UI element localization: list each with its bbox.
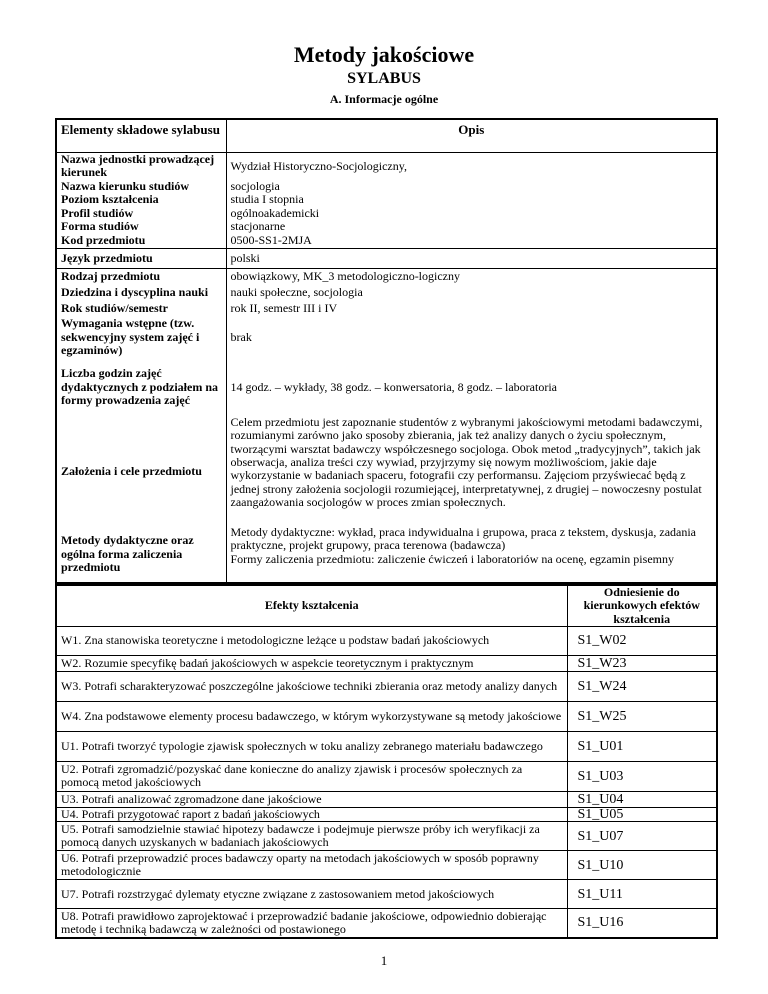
effects-row xyxy=(56,731,717,761)
effects-header-reference: Odniesienie do kierunkowych efektów kształcenia xyxy=(567,585,717,626)
info-row-value: Celem przedmiotu jest zapoznanie studentów z wybranymi jakościowymi metodami badawczymi, rozumianymi zarówno jako sposoby zbierania, jak też analizy danych o życiu społecznym, tworzącymi warsztat badawczy współczesnego socjologa. Obok metod „tradycyjnych”, takich jak obserwacja, analiza treści czy wywiad, przyjrzymy się nowym możliwościom, jakie daje wykorzystanie w badaniach spaceru, fotografii czy performansu. Zajęciom przyświecać będą z jednej strony założenia socjologii rozumiejącej, interpretatywnej, z drugiej – nowoczesny postulat zaangażowania socjologów w proces zmian społecznych. xyxy=(230,415,703,509)
info-row-label: Rodzaj przedmiotu xyxy=(56,268,226,284)
info-row-value: brak xyxy=(230,329,252,344)
effect-reference: S1_W24 xyxy=(567,671,717,701)
page-number: 1 xyxy=(380,953,388,968)
info-row xyxy=(56,180,717,193)
info-row-label: Kod przedmiotu xyxy=(56,233,226,248)
info-row-label: Wymagania wstępne (tzw. sekwencyjny system zajęć i egzaminów) xyxy=(56,316,226,358)
info-row xyxy=(56,416,717,526)
info-row-value: rok II, semestr III i IV xyxy=(230,300,338,315)
effect-text: W3. Potrafi scharakteryzować poszczególne jakościowe techniki zbierania oraz metody analizy danych xyxy=(56,671,567,701)
info-row xyxy=(56,316,717,358)
info-row xyxy=(56,207,717,220)
info-row-label: Założenia i cele przedmiotu xyxy=(56,416,226,526)
info-row-label: Profil studiów xyxy=(56,207,226,220)
info-row-label: Nazwa kierunku studiów xyxy=(56,180,226,193)
info-row xyxy=(56,300,717,316)
info-row-value: ogólnoakademicki xyxy=(230,205,320,220)
effects-row xyxy=(56,851,717,880)
info-row-value: nauki społeczne, socjologia xyxy=(230,284,363,299)
info-row-value: Wydział Historyczno-Socjologiczny, xyxy=(230,158,407,173)
info-row xyxy=(56,193,717,206)
document-title: Metody jakościowe xyxy=(293,42,475,67)
info-row-value: Metody dydaktyczne: wykład, praca indywidualna i grupowa, praca z tekstem, dyskusja, zadania praktyczne, projekt grupowy, praca terenowa (badawcza) Formy zaliczenia przedmiotu: zaliczenie ćwiczeń i laboratoriów na ocenę, egzamin pisemny xyxy=(230,525,697,566)
effects-row xyxy=(56,909,717,938)
section-heading: A. Informacje ogólne xyxy=(329,92,439,106)
info-row xyxy=(56,152,717,180)
effect-reference: S1_U03 xyxy=(567,761,717,791)
effects-header-outcomes: Efekty kształcenia xyxy=(56,585,567,626)
info-row-value: studia I stopnia xyxy=(230,192,304,207)
effect-reference: S1_U04 xyxy=(567,791,717,807)
info-row xyxy=(56,358,717,416)
effect-reference: S1_W02 xyxy=(567,626,717,655)
info-row xyxy=(56,248,717,268)
info-row xyxy=(56,284,717,300)
effects-row xyxy=(56,791,717,807)
effects-row xyxy=(56,761,717,791)
info-row-label: Język przedmiotu xyxy=(56,248,226,268)
info-row-value: 14 godz. – wykłady, 38 godz. – konwersatoria, 8 godz. – laboratoria xyxy=(230,379,557,394)
effect-text: U2. Potrafi zgromadzić/pozyskać dane konieczne do analizy zjawisk i procesów społecznych za pomocą metod jakościowych xyxy=(56,761,567,791)
effect-reference: S1_W23 xyxy=(567,655,717,671)
effects-row xyxy=(56,880,717,909)
effect-text: U7. Potrafi rozstrzygać dylematy etyczne związane z zastosowaniem metod jakościowych xyxy=(56,880,567,909)
effect-reference: S1_U10 xyxy=(567,851,717,880)
effect-text: W1. Zna stanowiska teoretyczne i metodologiczne leżące u podstaw badań jakościowych xyxy=(56,626,567,655)
general-info-table xyxy=(55,118,718,584)
info-header-elements: Elementy składowe sylabusu xyxy=(56,119,226,152)
effect-text: U1. Potrafi tworzyć typologie zjawisk społecznych w toku analizy zebranego materiału badawczego xyxy=(56,731,567,761)
effect-text: W4. Zna podstawowe elementy procesu badawczego, w którym wykorzystywane są metody jakościowe xyxy=(56,701,567,731)
info-row-value: 0500-SS1-2MJA xyxy=(230,232,312,247)
info-row-value: stacjonarne xyxy=(230,218,286,233)
effect-text: U8. Potrafi prawidłowo zaprojektować i przeprowadzić badanie jakościowe, odpowiednio dobierając metodę i techniką badawczą w zależności od postawionego xyxy=(56,909,567,938)
learning-outcomes-table xyxy=(55,584,718,939)
info-row-value: obowiązkowy, MK_3 metodologiczno-logiczny xyxy=(226,268,717,284)
info-row-label: Forma studiów xyxy=(56,220,226,233)
info-row-label: Liczba godzin zajęć dydaktycznych z podziałem na formy prowadzenia zajęć xyxy=(56,358,226,416)
info-row xyxy=(56,220,717,233)
effects-row xyxy=(56,671,717,701)
effect-text: U3. Potrafi analizować zgromadzone dane jakościowe xyxy=(56,791,567,807)
info-row-label: Nazwa jednostki prowadzącej kierunek xyxy=(56,152,226,180)
effect-text: U4. Potrafi przygotować raport z badań jakościowych xyxy=(56,807,567,821)
effects-row xyxy=(56,807,717,821)
effects-row xyxy=(56,626,717,655)
info-row-label: Metody dydaktyczne oraz ogólna forma zaliczenia przedmiotu xyxy=(56,526,226,583)
info-row xyxy=(56,526,717,583)
effects-row xyxy=(56,655,717,671)
info-table-header xyxy=(56,119,717,152)
effect-text: W2. Rozumie specyfikę badań jakościowych w aspekcie teoretycznym i praktycznym xyxy=(56,655,567,671)
effect-reference: S1_U11 xyxy=(567,880,717,909)
effects-row xyxy=(56,701,717,731)
info-row-value: socjologia xyxy=(230,179,280,193)
info-row xyxy=(56,233,717,248)
document-subtitle: SYLABUS xyxy=(347,70,421,87)
info-row-label: Poziom kształcenia xyxy=(56,193,226,206)
effect-reference: S1_U07 xyxy=(567,822,717,851)
info-row-label: Dziedzina i dyscyplina nauki xyxy=(56,284,226,300)
effect-reference: S1_U16 xyxy=(567,909,717,938)
info-row-label: Rok studiów/semestr xyxy=(56,300,226,316)
info-row-value: polski xyxy=(226,248,717,268)
info-row xyxy=(56,268,717,284)
effects-table-header xyxy=(56,585,717,626)
effects-row xyxy=(56,822,717,851)
effect-reference: S1_W25 xyxy=(567,701,717,731)
effect-text: U5. Potrafi samodzielnie stawiać hipotezy badawcze i podejmuje pierwsze próby ich weryfikacji za pomocą danych uzyskanych w badaniach jakościowych xyxy=(56,822,567,851)
effect-reference: S1_U01 xyxy=(567,731,717,761)
effect-text: U6. Potrafi przeprowadzić proces badawczy oparty na metodach jakościowych w sposób poprawny metodologicznie xyxy=(56,851,567,880)
info-header-description: Opis xyxy=(226,119,717,152)
effect-reference: S1_U05 xyxy=(567,807,717,821)
